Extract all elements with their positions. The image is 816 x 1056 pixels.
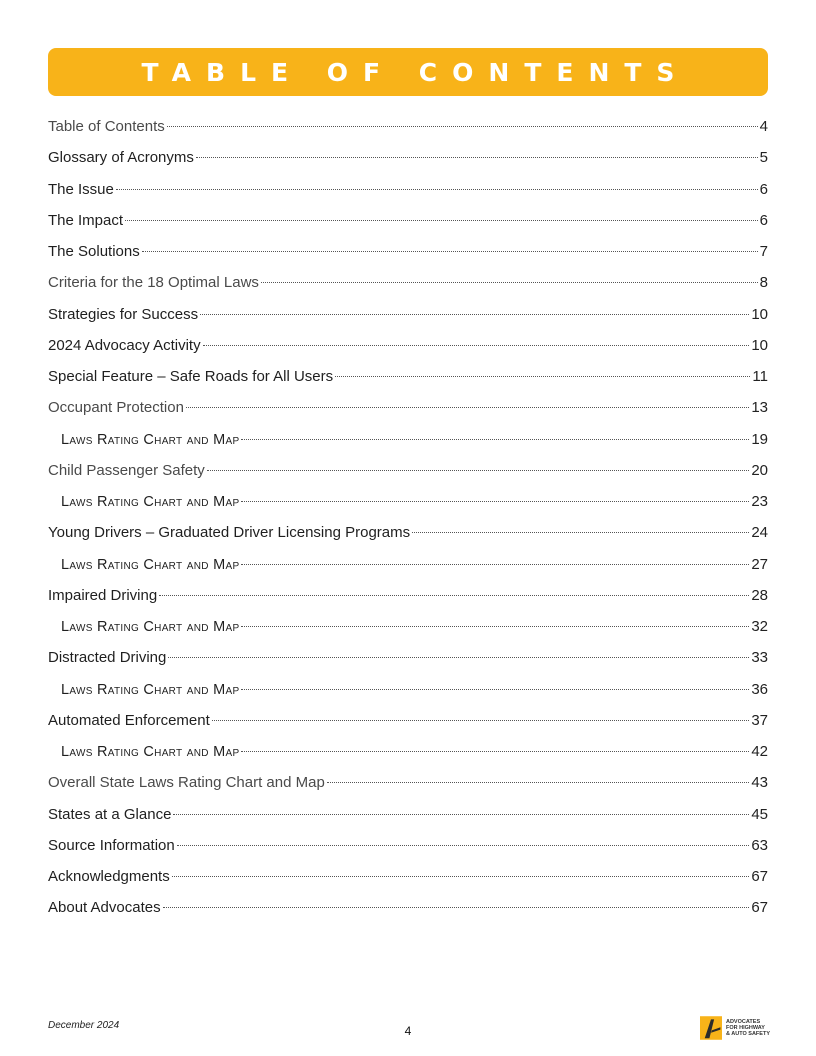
dot-leader: [168, 657, 749, 658]
toc-entry[interactable]: [48, 892, 768, 923]
toc-entry-page: 45: [751, 805, 768, 823]
toc-entry-page: 6: [759, 180, 768, 198]
toc-entry-label: The Impact: [48, 211, 124, 229]
toc-entry[interactable]: [48, 642, 768, 673]
toc-subentry[interactable]: [48, 486, 768, 517]
advocates-logo-icon: [700, 1013, 722, 1043]
toc-entry[interactable]: [48, 705, 768, 736]
dot-leader: [241, 751, 749, 752]
toc-entry[interactable]: [48, 142, 768, 173]
toc-entry-label: The Solutions: [48, 243, 140, 260]
dot-leader: [172, 876, 750, 877]
toc-entry[interactable]: [48, 174, 768, 205]
toc-entry-page: 43: [751, 774, 768, 792]
toc-entry[interactable]: [48, 111, 768, 142]
toc-entry-page: 67: [751, 868, 768, 885]
logo-text-line: ADVOCATES: [725, 1019, 761, 1025]
toc-entry[interactable]: [48, 330, 768, 361]
toc-entry[interactable]: [48, 517, 768, 548]
toc-entry[interactable]: [48, 861, 768, 892]
toc-entry-page: 28: [751, 586, 768, 604]
toc-entry-page: 23: [751, 493, 768, 510]
toc-entry-page: 10: [751, 336, 768, 354]
toc-entry[interactable]: [48, 299, 768, 330]
dot-leader: [159, 595, 749, 596]
dot-leader: [173, 814, 749, 815]
logo-text-line: & AUTO SAFETY: [725, 1031, 770, 1037]
toc-entry-label: Strategies for Success: [48, 305, 199, 323]
toc-subentry[interactable]: [48, 549, 768, 580]
toc-entry-page: 7: [759, 243, 768, 260]
dot-leader: [196, 157, 758, 158]
title-banner: [48, 48, 768, 96]
toc-entry-page: 13: [751, 399, 768, 417]
toc-entry-label: Impaired Driving: [48, 586, 158, 604]
toc-entry[interactable]: [48, 392, 768, 423]
dot-leader: [116, 189, 758, 190]
toc-entry-label: States at a Glance: [48, 805, 172, 823]
toc-subentry[interactable]: [48, 424, 768, 455]
dot-leader: [261, 282, 758, 283]
toc-entry[interactable]: [48, 767, 768, 798]
toc-entry-label: Laws Rating Chart and Map: [61, 556, 240, 573]
toc-entry-label: Young Drivers – Graduated Driver Licensing Programs: [48, 524, 411, 542]
toc-entry-label: Laws Rating Chart and Map: [61, 619, 240, 635]
toc-entry-page: 19: [751, 430, 768, 448]
dot-leader: [167, 126, 758, 127]
toc-entry-label: Glossary of Acronyms: [48, 149, 194, 167]
footer-page-number: 4: [404, 1024, 412, 1038]
toc-entry-label: Table of Contents: [48, 118, 165, 135]
page-title: TABLE OF CONTENTS: [141, 57, 690, 87]
toc-entry-label: Automated Enforcement: [48, 711, 210, 729]
toc-entry[interactable]: [48, 361, 768, 392]
toc-entry-label: Occupant Protection: [48, 399, 184, 417]
dot-leader: [241, 689, 749, 690]
toc-entry-label: Acknowledgments: [48, 868, 170, 885]
dot-leader: [125, 220, 758, 221]
toc-entry-page: 36: [751, 680, 768, 698]
toc-entry-page: 32: [751, 618, 768, 635]
toc-entry-label: Special Feature – Safe Roads for All Users: [48, 368, 334, 385]
logo-text: [726, 1019, 770, 1037]
dot-leader: [241, 501, 749, 502]
toc-entry-label: Overall State Laws Rating Chart and Map: [48, 774, 325, 792]
dot-leader: [412, 532, 749, 533]
toc-entry-page: 63: [751, 836, 768, 854]
toc-entry-page: 27: [751, 555, 768, 573]
toc-entry-label: 2024 Advocacy Activity: [48, 336, 201, 354]
toc-entry-page: 11: [752, 368, 768, 385]
dot-leader: [177, 845, 750, 846]
toc-entry-page: 67: [751, 899, 768, 917]
dot-leader: [241, 439, 749, 440]
toc-entry-label: Distracted Driving: [48, 649, 167, 667]
toc-entry[interactable]: [48, 236, 768, 267]
toc-entry-page: 6: [759, 211, 768, 229]
toc-entry-page: 5: [759, 149, 768, 167]
toc-entry-label: Laws Rating Chart and Map: [61, 681, 240, 698]
toc-entry[interactable]: [48, 580, 768, 611]
toc-subentry[interactable]: [48, 674, 768, 705]
toc-entry[interactable]: [48, 455, 768, 486]
toc-entry-page: 4: [759, 118, 768, 135]
dot-leader: [335, 376, 750, 377]
toc-entry-page: 33: [751, 649, 768, 667]
toc-entry-page: 20: [751, 461, 768, 479]
table-of-contents: [48, 111, 768, 924]
toc-subentry[interactable]: [48, 611, 768, 642]
toc-entry-label: Criteria for the 18 Optimal Laws: [48, 274, 259, 292]
dot-leader: [142, 251, 758, 252]
toc-entry-label: About Advocates: [48, 899, 161, 917]
toc-subentry[interactable]: [48, 736, 768, 767]
toc-entry[interactable]: [48, 205, 768, 236]
toc-entry-label: The Issue: [48, 180, 114, 198]
logo-text-line: FOR HIGHWAY: [725, 1025, 765, 1031]
dot-leader: [327, 782, 750, 783]
toc-entry[interactable]: [48, 830, 768, 861]
dot-leader: [212, 720, 750, 721]
toc-entry[interactable]: [48, 267, 768, 298]
toc-entry[interactable]: [48, 799, 768, 830]
dot-leader: [163, 907, 750, 908]
toc-entry-page: 10: [751, 305, 768, 323]
toc-entry-page: 24: [751, 524, 768, 542]
toc-entry-label: Laws Rating Chart and Map: [61, 431, 240, 448]
dot-leader: [241, 626, 749, 627]
toc-entry-label: Laws Rating Chart and Map: [61, 494, 240, 510]
toc-entry-page: 37: [751, 711, 768, 729]
advocates-logo: [700, 1012, 770, 1044]
dot-leader: [207, 470, 750, 471]
toc-entry-page: 42: [751, 743, 768, 760]
dot-leader: [241, 564, 749, 565]
toc-entry-label: Source Information: [48, 836, 175, 854]
toc-entry-label: Child Passenger Safety: [48, 461, 205, 479]
dot-leader: [200, 314, 749, 315]
dot-leader: [186, 407, 749, 408]
toc-entry-label: Laws Rating Chart and Map: [61, 744, 240, 760]
footer-date: December 2024: [48, 1020, 120, 1031]
toc-entry-page: 8: [759, 274, 768, 292]
dot-leader: [203, 345, 750, 346]
